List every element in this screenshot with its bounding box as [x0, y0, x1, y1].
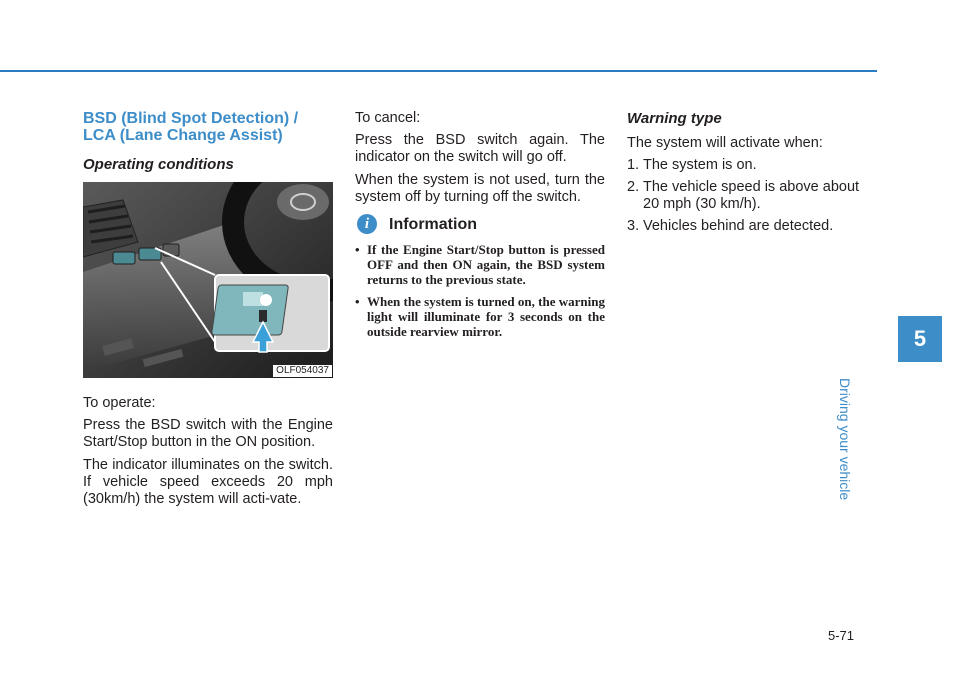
- information-header: [357, 214, 605, 234]
- header-rule: [0, 70, 877, 72]
- warning-type-heading: Warning type: [627, 110, 722, 127]
- warning-intro: The system will activate when:: [627, 135, 823, 151]
- to-operate-label: To operate:: [83, 395, 156, 411]
- cancel-paragraph-1: Press the BSD switch again. The indicator on the switch will go off.: [355, 132, 605, 165]
- section-title-line1: BSD (Blind Spot Detection) /: [83, 110, 299, 127]
- cancel-paragraph-2: When the system is not used, turn the system off by turning off the switch.: [355, 172, 605, 205]
- column-middle: [355, 110, 605, 346]
- chapter-tab: 5: [898, 316, 942, 362]
- column-right: [627, 110, 877, 240]
- section-title: [83, 110, 333, 144]
- operating-conditions-heading: Operating conditions: [83, 156, 234, 173]
- photo-code: OLF054037: [273, 365, 332, 377]
- section-title-line2: LCA (Lane Change Assist): [83, 127, 283, 144]
- operate-paragraph-2: The indicator illuminates on the switch. If vehicle speed exceeds 20 mph (30km/h) the system will acti-vate.: [83, 457, 333, 507]
- dashboard-photo: [83, 182, 333, 378]
- information-item: • If the Engine Start/Stop button is pressed OFF and then ON again, the BSD system returns to the previous state.: [355, 242, 605, 287]
- information-title: Information: [389, 215, 477, 233]
- information-list: [355, 242, 605, 339]
- information-icon: i: [357, 214, 377, 234]
- to-cancel-label: To cancel:: [355, 110, 421, 126]
- information-item: • When the system is turned on, the warning light will illuminate for 3 seconds on the outside rearview mirror.: [355, 294, 605, 339]
- condition-item: 3. Vehicles behind are detected.: [627, 218, 834, 234]
- operate-paragraph-1: Press the BSD switch with the Engine Start/Stop button in the ON position.: [83, 417, 333, 450]
- chapter-label-text: Driving your vehicle: [837, 378, 853, 501]
- column-left: [83, 110, 333, 514]
- dashboard-illustration: [83, 182, 333, 378]
- activation-conditions: [627, 157, 877, 235]
- condition-item: 1. The system is on.: [627, 157, 757, 173]
- page-number: 5-71: [828, 628, 855, 643]
- condition-item: 2. The vehicle speed is above about 20 mph (30 km/h).: [627, 179, 860, 212]
- chapter-label: [837, 378, 945, 528]
